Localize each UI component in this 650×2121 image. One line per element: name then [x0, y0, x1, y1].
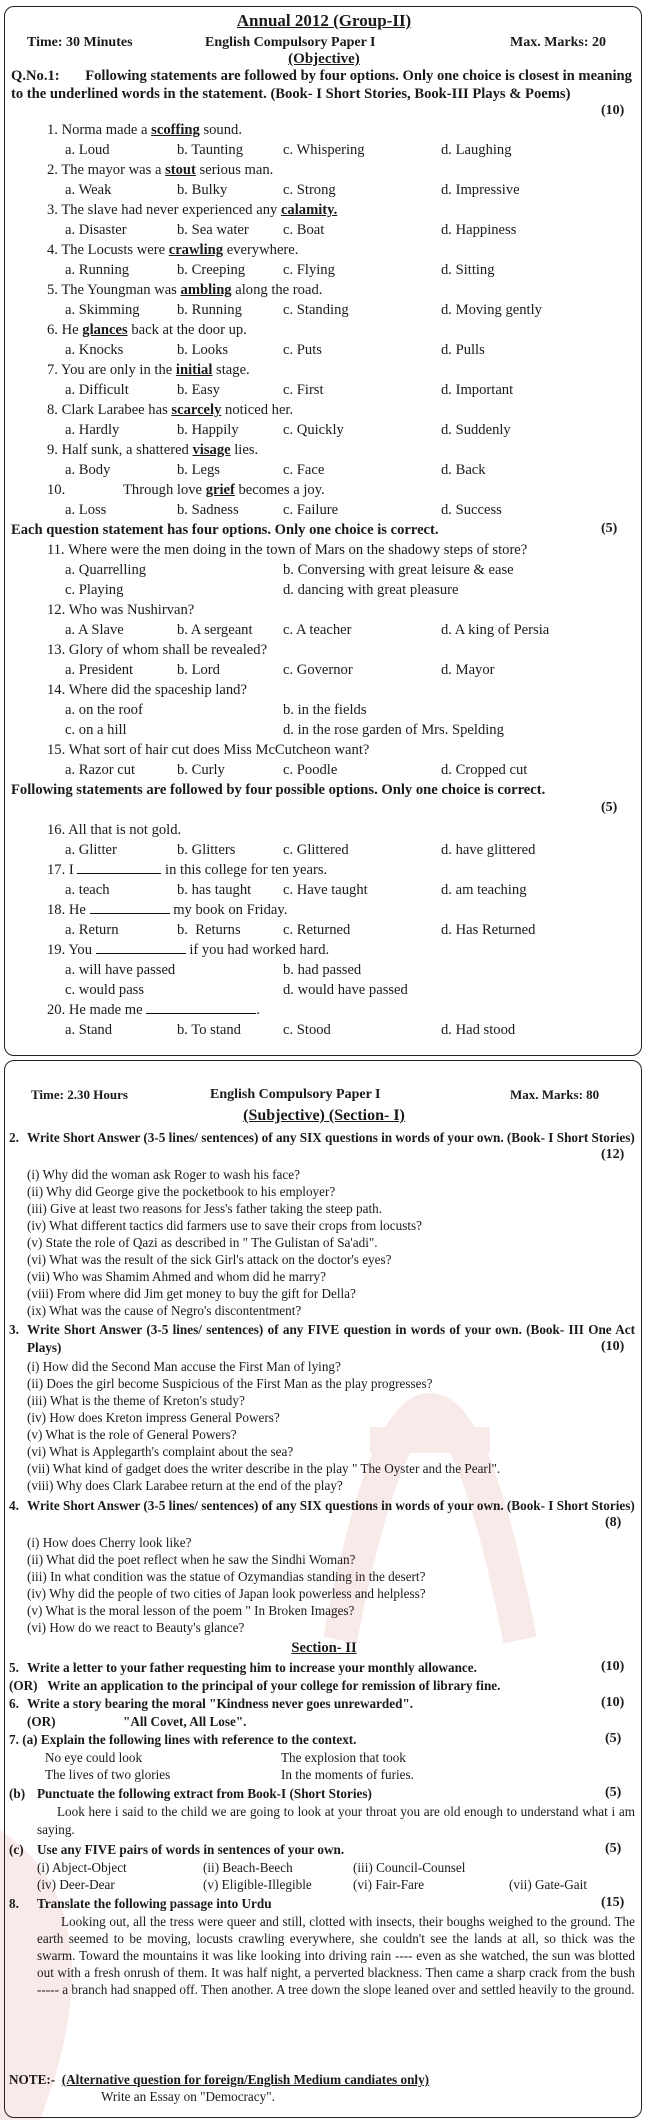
part2-marks: (5) [601, 521, 618, 536]
max-marks: Max. Marks: 80 [510, 1087, 600, 1102]
q3-item-6: (vi) What is Applegarth's complaint about the sea? [27, 1444, 294, 1459]
section-2-heading: Section- II [291, 1640, 357, 1656]
q3-item-3: (iii) What is the theme of Kreton's study? [27, 1393, 245, 1408]
options-6: a. Knocks b. Looks c. Puts d. Pulls [65, 342, 485, 358]
q8-text: Translate the following passage into Urdu [37, 1896, 272, 1911]
question-13: 13. Glory of whom shall be revealed? [47, 642, 268, 658]
options-8: a. Hardly b. Happily c. Quickly d. Suddenly [65, 422, 511, 438]
question-9: 9. Half sunk, a shattered visage lies. [47, 442, 259, 458]
options-2: a. Weak b. Bulky c. Strong d. Impressive [65, 182, 520, 198]
q4-marks: (8) [605, 1515, 622, 1530]
options-17: a. teach b. has taught c. Have taught d. am teaching [65, 882, 527, 898]
q3-marks: (10) [601, 1339, 625, 1354]
q3-instructions: Write Short Answer (3-5 lines/ sentences) of any FIVE question in words of your own. (Book- III One Act Plays) [27, 1322, 635, 1355]
q7a-text: 7. (a) Explain the following lines with reference to the context. [9, 1732, 357, 1747]
max-marks: Max. Marks: 20 [510, 35, 607, 50]
q2-item-8: (viii) From where did Jim get money to buy the gift for Della? [27, 1286, 356, 1301]
q2-item-7: (vii) Who was Shamim Ahmed and whom did he marry? [27, 1269, 326, 1284]
options-14a: a. on the roof b. in the fields [65, 702, 367, 718]
options-13: a. President b. Lord c. Governor d. Mayor [65, 662, 495, 678]
q2-instructions: Write Short Answer (3-5 lines/ sentences) of any SIX questions in words of your own. (Book- I Short Stories) [27, 1130, 635, 1145]
q7c-text: Use any FIVE pairs of words in sentences of your own. [37, 1842, 345, 1857]
options-20: a. Stand b. To stand c. Stood d. Had stood [65, 1022, 516, 1038]
q7c-label: (c) [9, 1842, 24, 1857]
options-4: a. Running b. Creeping c. Flying d. Sitting [65, 262, 495, 278]
q3-item-2: (ii) Does the girl become Suspicious of the First Man as the play progresses? [27, 1376, 433, 1391]
question-15: 15. What sort of hair cut does Miss McCutcheon want? [47, 742, 370, 758]
q7b-label: (b) [9, 1786, 26, 1801]
q2-item-9: (ix) What was the cause of Negro's discontentment? [27, 1303, 302, 1318]
q2-label: 2. [9, 1130, 19, 1145]
q8-marks: (15) [601, 1895, 625, 1910]
q1-label: Q.No.1: [11, 68, 60, 84]
q4-item-4: (iv) Why did the people of two cities of Japan look powerless and helpless? [27, 1586, 426, 1601]
essay-prompt: Write an Essay on "Democracy". [101, 2089, 275, 2104]
q3-item-7: (vii) What kind of gadget does the writer describe in the play " The Oyster and the Pearl". [27, 1461, 501, 1476]
question-20: 20. He made me . [47, 1002, 260, 1018]
word-pairs-1: (i) Abject-Object (ii) Beach-Beech (iii) Council-Counsel [37, 1860, 466, 1875]
q4-item-3: (iii) In what condition was the statue of Ozymandias standing in the desert? [27, 1569, 426, 1584]
q2-item-1: (i) Why did the woman ask Roger to wash his face? [27, 1167, 300, 1182]
options-14b: c. on a hill d. in the rose garden of Mrs. Spelding [65, 722, 504, 738]
q7c-marks: (5) [605, 1841, 622, 1856]
part3-instructions: Following statements are followed by four possible options. Only one choice is correct. [11, 782, 546, 798]
options-5: a. Skimming b. Running c. Standing d. Moving gently [65, 302, 542, 318]
q6-text: Write a story bearing the moral "Kindness never goes unrewarded". [27, 1696, 414, 1711]
q3-item-8: (viii) Why does Clark Larabee return at the end of the play? [27, 1478, 343, 1493]
options-19b: c. would pass d. would have passed [65, 982, 408, 998]
options-10: a. Loss b. Sadness c. Failure d. Success [65, 502, 502, 518]
time-allowed: Time: 2.30 Hours [31, 1087, 128, 1102]
options-1: a. Loud b. Taunting c. Whispering d. Laughing [65, 142, 512, 158]
q6-label: 6. [9, 1696, 19, 1711]
subjective-paper [4, 1060, 642, 2118]
note-text: NOTE:- (Alternative question for foreign/English Medium candiates only) [9, 2072, 430, 2087]
q3-label: 3. [9, 1322, 19, 1337]
q7b-text: Punctuate the following extract from Book-I (Short Stories) [37, 1786, 372, 1801]
options-3: a. Disaster b. Sea water c. Boat d. Happiness [65, 222, 517, 238]
q7a-marks: (5) [605, 1731, 622, 1746]
question-17: 17. I in this college for ten years. [47, 862, 328, 878]
options-11a: a. Quarrelling b. Conversing with great leisure & ease [65, 562, 514, 578]
options-9: a. Body b. Legs c. Face d. Back [65, 462, 486, 478]
paper-name: English Compulsory Paper I [205, 35, 376, 50]
question-16: 16. All that is not gold. [47, 822, 182, 838]
q2-marks: (12) [601, 1147, 625, 1162]
q5-marks: (10) [601, 1659, 625, 1674]
question-1: 1. Norma made a scoffing sound. [47, 122, 242, 138]
question-3: 3. The slave had never experienced any calamity. [47, 202, 338, 218]
question-11: 11. Where were the men doing in the town of Mars on the shadowy steps of store? [47, 542, 528, 558]
q4-item-2: (ii) What did the poet reflect when he saw the Sindhi Woman? [27, 1552, 356, 1567]
q1-marks: (10) [601, 103, 625, 118]
part3-marks: (5) [601, 800, 618, 815]
time-allowed: Time: 30 Minutes [27, 35, 133, 50]
question-5: 5. The Youngman was ambling along the road. [47, 282, 323, 298]
q1-text: Following statements are followed by four options. Only one choice is closest in meaning to the underlined words in the statement. (Book- I Short Stories, Book-III Plays & Poems) [11, 68, 632, 102]
section-heading: (Subjective) (Section- I) [243, 1107, 405, 1124]
q8-passage: Looking out, all the tress were queer and still, clotted with insects, their boughs weighed to the ground. The earth seemed to be moving, locusts crawling everywhere, she couldn't see the lands at all, so thick was the swarm. Toward the mountains it was like looking into driving rain ---- even as she watched, the sun was blotted out with a fresh onrush of them. It was half night, a perverted blackness. Then came a sharp crack from the bush ----- a branch had snapped off. Then another. A tree down the slope leaned over and settled heavily to the ground. [37, 1914, 635, 1997]
q6-marks: (10) [601, 1695, 625, 1710]
options-19a: a. will have passed b. had passed [65, 962, 362, 978]
question-19: 19. You if you had worked hard. [47, 942, 330, 958]
q3-item-4: (iv) How does Kreton impress General Powers? [27, 1410, 280, 1425]
q6-or-text: (OR) "All Covet, All Lose". [27, 1714, 247, 1729]
question-7: 7. You are only in the initial stage. [47, 362, 250, 378]
question-18: 18. He my book on Friday. [47, 902, 288, 918]
q7b-marks: (5) [605, 1785, 622, 1800]
q3-item-5: (v) What is the role of General Powers? [27, 1427, 237, 1442]
q3-item-1: (i) How did the Second Man accuse the First Man of lying? [27, 1359, 341, 1374]
options-7: a. Difficult b. Easy c. First d. Important [65, 382, 514, 398]
question-10: 10. Through love grief becomes a joy. [47, 482, 325, 498]
q4-label: 4. [9, 1498, 19, 1513]
q2-item-4: (iv) What different tactics did farmers use to save their crops from locusts? [27, 1218, 423, 1233]
options-16: a. Glitter b. Glitters c. Glittered d. have glittered [65, 842, 536, 858]
q4-instructions: Write Short Answer (3-5 lines/ sentences) of any SIX questions in words of your own. (Book- I Short Stories) [27, 1498, 635, 1513]
question-2: 2. The mayor was a stout serious man. [47, 162, 274, 178]
q5-label: 5. [9, 1660, 19, 1675]
q2-item-3: (iii) Give at least two reasons for Jess's father taking the steep path. [27, 1201, 383, 1216]
question-4: 4. The Locusts were crawling everywhere. [47, 242, 299, 258]
q5-text: Write a letter to your father requesting him to increase your monthly allowance. [27, 1660, 477, 1675]
q4-item-6: (vi) How do we react to Beauty's glance? [27, 1620, 245, 1635]
q8-label: 8. [9, 1896, 19, 1911]
q7b-extract: Look here i said to the child we are going to look at your throat you are old enough to understand what i am saying. [37, 1804, 635, 1837]
options-15: a. Razor cut b. Curly c. Poodle d. Cropped cut [65, 762, 528, 778]
q4-item-1: (i) How does Cherry look like? [27, 1535, 192, 1550]
options-18: a. Return b. Returns c. Returned d. Has Returned [65, 922, 536, 938]
q4-item-5: (v) What is the moral lesson of the poem " In Broken Images? [27, 1603, 355, 1618]
part2-instructions: Each question statement has four options. Only one choice is correct. [11, 522, 439, 538]
paper-title: Annual 2012 (Group-II) [236, 11, 412, 30]
question-14: 14. Where did the spaceship land? [47, 682, 247, 698]
paper-name: English Compulsory Paper I [210, 1087, 381, 1102]
q2-item-2: (ii) Why did George give the pocketbook to his employer? [27, 1184, 336, 1199]
objective-paper [4, 6, 642, 1056]
q1-instructions [11, 67, 637, 103]
q2-item-5: (v) State the role of Qazi as described in " The Gulistan of Sa'adi". [27, 1235, 378, 1250]
section-heading: (Objective) [288, 51, 360, 67]
question-12: 12. Who was Nushirvan? [47, 602, 195, 618]
question-8: 8. Clark Larabee has scarcely noticed her. [47, 402, 294, 418]
options-12: a. A Slave b. A sergeant c. A teacher d. A king of Persia [65, 622, 550, 638]
poem-line-1: No eye could look The explosion that took [45, 1750, 406, 1765]
q2-item-6: (vi) What was the result of the sick Girl's attack on the doctor's eyes? [27, 1252, 392, 1267]
q5-or-text: (OR) Write an application to the principal of your college for remission of library fine. [9, 1678, 501, 1693]
options-11b: c. Playing d. dancing with great pleasure [65, 582, 459, 598]
poem-line-2: The lives of two glories In the moments of furies. [45, 1767, 414, 1782]
question-6: 6. He glances back at the door up. [47, 322, 247, 338]
word-pairs-2: (iv) Deer-Dear (v) Eligible-Illegible (vi) Fair-Fare (vii) Gate-Gait [37, 1877, 587, 1892]
